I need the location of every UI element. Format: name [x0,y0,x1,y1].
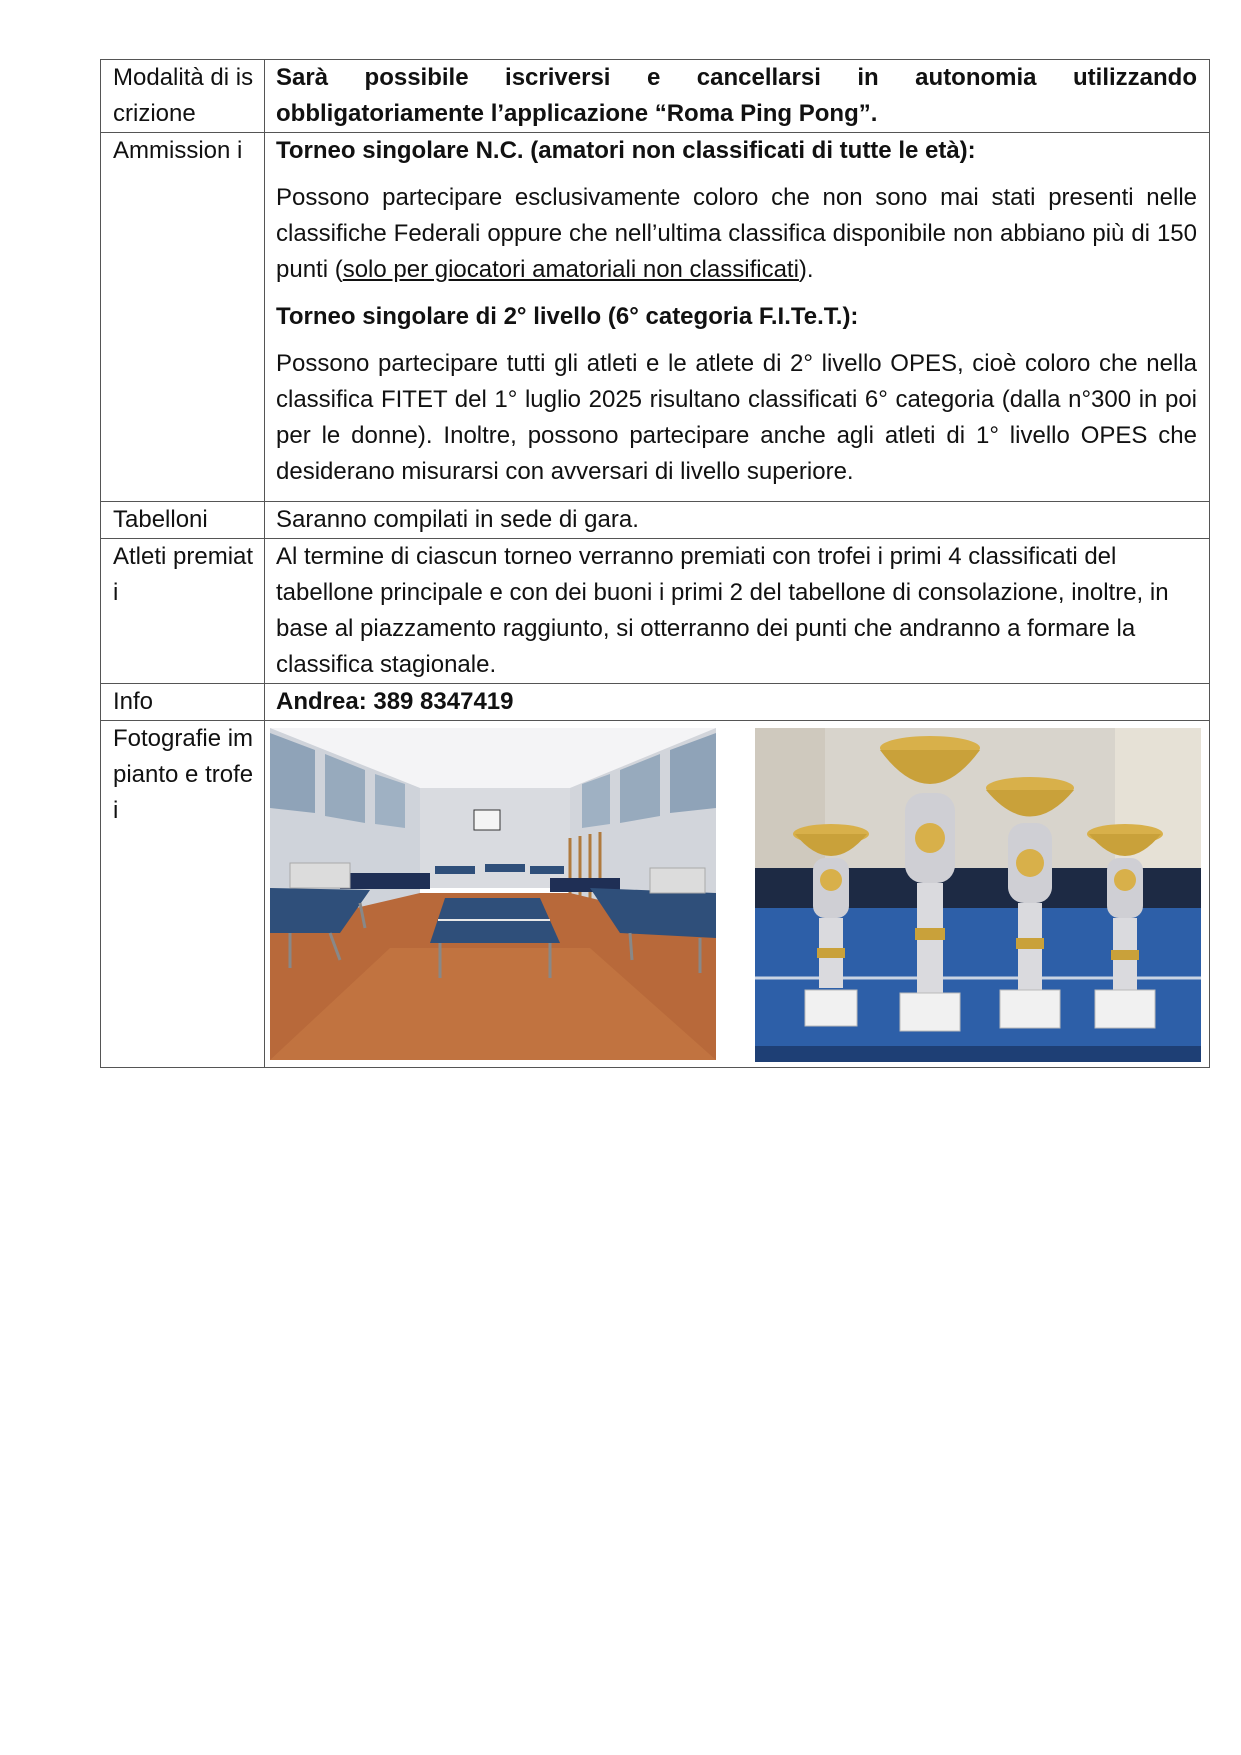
label-ammissioni: Ammission i [101,133,265,502]
iscrizione-text: Sarà possibile iscriversi e cancellarsi in autonomia utilizzando obbligatoriamente l’applicazione “Roma Ping Pong”. [276,64,1197,127]
info-text: Andrea: 389 8347419 [276,688,514,715]
label-iscrizione: Modalità di iscrizione [101,60,265,133]
content-info [265,684,1210,721]
tabelloni-text: Saranno compilati in sede di gara. [276,506,639,533]
label-info: Info [101,684,265,721]
content-premiati [265,539,1210,684]
nc-title: Torneo singolare N.C. (amatori non classificati di tutte le età): [276,137,976,164]
l2-title: Torneo singolare di 2° livello (6° categoria F.I.Te.T.): [276,303,859,330]
row-tabelloni [101,502,1210,539]
premiati-text: Al termine di ciascun torneo verranno premiati con trofei i primi 4 classificati del tabellone principale e con dei buoni i primi 2 del tabellone di consolazione, inoltre, in base al piazzamento raggiunto, si otterranno dei punti che andranno a formare la classifica stagionale. [276,543,1169,678]
nc-text-underlined: solo per giocatori amatoriali non classificati [342,256,799,283]
content-ammissioni [265,133,1210,502]
trophy-photo [755,728,1201,1062]
content-tabelloni [265,502,1210,539]
row-info [101,684,1210,721]
label-fotografie: Fotografie impianto e trofei [101,721,265,1068]
row-premiati [101,539,1210,684]
label-tabelloni: Tabelloni [101,502,265,539]
row-fotografie [101,721,1210,1068]
row-iscrizione [101,60,1210,133]
regulation-table [100,59,1210,1068]
content-fotografie [265,721,1210,1068]
row-ammissioni [101,133,1210,502]
label-premiati: Atleti premiati [101,539,265,684]
nc-text-before: Possono partecipare esclusivamente coloro che non sono mai stati presenti nelle classifiche Federali oppure che nell’ultima classifica disponibile non abbiano più di 150 punti ( [276,184,1197,283]
photos-container [265,721,1209,1067]
nc-text-after: ). [798,256,814,283]
gym-photo [270,728,716,1060]
nc-text [276,180,1197,288]
content-iscrizione [265,60,1210,133]
l2-text: Possono partecipare tutti gli atleti e le atlete di 2° livello OPES, cioè coloro che nella classifica FITET del 1° luglio 2025 risultano classificati 6° categoria (dalla n°300 in poi per le donne). Inoltre, possono partecipare anche agli atleti di 1° livello OPES che desiderano misurarsi con avversari di livello superiore. [276,350,1197,485]
